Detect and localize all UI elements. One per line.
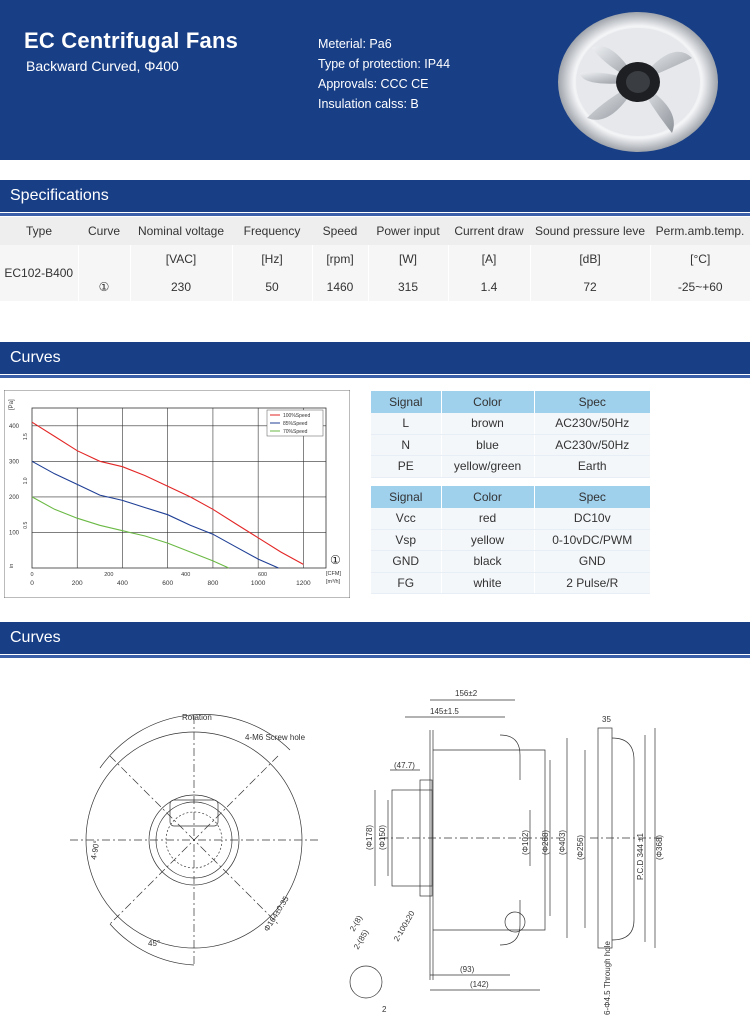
dim-178-label: (Φ178): [365, 824, 374, 850]
y2-tick-label: 1.0: [23, 477, 29, 485]
x-tick-label: 1000: [250, 580, 266, 587]
spec-header-power: Power input: [368, 217, 448, 245]
spec-header-frequency: Frequency: [232, 217, 312, 245]
spec-units-row: [0, 245, 750, 273]
power-color-pe: yellow/green: [441, 456, 534, 478]
pcd-label: P.C.D 344 ±1: [636, 833, 645, 880]
spec-frequency-value: 50: [232, 273, 312, 301]
spec-header-curve: Curve: [78, 217, 130, 245]
control-spec-gnd: GND: [534, 551, 650, 573]
spec-header-type: Type: [0, 217, 78, 245]
power-header-signal: Signal: [371, 391, 441, 413]
power-spec-l: AC230v/50Hz: [534, 413, 650, 435]
fan-photo: [552, 8, 720, 154]
spec-unit-power: [W]: [368, 245, 448, 273]
dim-93-label: (93): [460, 965, 475, 974]
material-note: Meterial: Pa6: [318, 37, 392, 51]
x-tick-label: 400: [117, 580, 128, 587]
insulation-note: Insulation calss: B: [318, 97, 419, 111]
table-row: [371, 551, 650, 573]
control-color-vcc: red: [441, 508, 534, 530]
spec-sound-value: 72: [530, 273, 650, 301]
power-wiring-table: [371, 391, 650, 478]
spec-unit-current: [A]: [448, 245, 530, 273]
dim-2-label: 2: [382, 1005, 387, 1014]
protection-note: Type of protection: IP44: [318, 57, 451, 71]
spec-notes: [318, 34, 450, 114]
power-spec-pe: Earth: [534, 456, 650, 478]
control-wiring-header: [371, 486, 650, 508]
control-color-fg: white: [441, 572, 534, 594]
spec-unit-frequency: [Hz]: [232, 245, 312, 273]
dim-256-label: (Φ256): [576, 834, 585, 860]
curves-heading: Curves: [0, 342, 750, 374]
approvals-note: Approvals: CCC CE: [318, 77, 429, 91]
y2-axis-label: in: [9, 563, 15, 568]
rotation-label: Rotation: [182, 713, 212, 722]
drawing-heading: Curves: [0, 622, 750, 654]
dim-368-label: (Φ368): [655, 834, 664, 860]
control-header-signal: Signal: [371, 486, 441, 508]
spec-temp-value: -25~+60: [650, 273, 750, 301]
dim-35-label: 35: [602, 715, 611, 724]
power-wiring-header: [371, 391, 650, 413]
table-row: [371, 413, 650, 435]
x2-tick-label: 600: [257, 572, 268, 578]
power-signal-l: L: [371, 413, 441, 435]
x2-axis-label: [CFM]: [326, 571, 341, 577]
power-header-color: Color: [441, 391, 534, 413]
spec-header-temp: Perm.amb.temp.: [650, 217, 750, 245]
specifications-heading: Specifications: [0, 180, 750, 212]
dim-156-label: 156±2: [455, 689, 478, 698]
spec-header-voltage: Nominal voltage: [130, 217, 232, 245]
x-tick-label: 200: [71, 580, 83, 587]
control-signal-vsp: Vsp: [371, 529, 441, 551]
dia-164-label: Φ164±0.35: [262, 894, 291, 934]
product-header: [0, 0, 750, 160]
angle-label: 4-90°: [89, 839, 102, 861]
spec-values-row: [0, 273, 750, 301]
dim-47-label: (47.7): [394, 761, 415, 770]
control-signal-gnd: GND: [371, 551, 441, 573]
dim-102-label: (Φ102): [521, 829, 530, 855]
legend-entry: 70%Speed: [283, 429, 308, 435]
spec-unit-curve: [78, 245, 130, 273]
spec-unit-temp: [°C]: [650, 245, 750, 273]
control-spec-vsp: 0-10vDC/PWM: [534, 529, 650, 551]
x-tick-label: 1200: [296, 580, 311, 587]
angle-45-label: 45°: [148, 939, 161, 948]
table-row: [371, 434, 650, 456]
power-header-spec: Spec: [534, 391, 650, 413]
dim-142-label: (142): [470, 980, 489, 989]
dim-403-label: (Φ403): [558, 829, 567, 855]
y-axis-label: [Pa]: [9, 399, 15, 410]
control-color-gnd: black: [441, 551, 534, 573]
y-tick-label: 200: [8, 494, 19, 501]
spec-header-sound: Sound pressure leve: [530, 217, 650, 245]
y2-tick-label: 1.5: [23, 433, 29, 441]
x-tick-label: 800: [207, 580, 219, 587]
table-row: [371, 456, 650, 478]
control-header-spec: Spec: [534, 486, 650, 508]
through-hole-label: 6-Φ4.5 Through hole: [603, 941, 612, 1015]
control-spec-fg: 2 Pulse/R: [534, 572, 650, 594]
dimension-drawings: [0, 660, 750, 1021]
dim-85-label: 2-(85): [351, 928, 371, 951]
control-signal-vcc: Vcc: [371, 508, 441, 530]
power-spec-n: AC230v/50Hz: [534, 434, 650, 456]
dim-268-label: (Φ268): [541, 829, 550, 855]
legend-entry: 85%Speed: [283, 421, 308, 427]
spec-current-value: 1.4: [448, 273, 530, 301]
control-spec-vcc: DC10v: [534, 508, 650, 530]
spec-header-speed: Speed: [312, 217, 368, 245]
product-subtitle: Backward Curved, Φ400: [26, 58, 179, 74]
spec-header-row: [0, 217, 750, 245]
legend-entry: 100%Speed: [283, 413, 311, 419]
x2-tick-label: 400: [181, 572, 191, 578]
y2-tick-label: 0.5: [23, 521, 29, 529]
x-axis-label: [m³/h]: [326, 579, 341, 585]
dim-145-label: 145±1.5: [430, 707, 459, 716]
x-tick-label: 600: [162, 580, 174, 587]
spec-unit-voltage: [VAC]: [130, 245, 232, 273]
product-title: EC Centrifugal Fans: [24, 28, 239, 53]
spec-unit-sound: [dB]: [530, 245, 650, 273]
curve-marker: ①: [330, 553, 341, 567]
spec-power-value: 315: [368, 273, 448, 301]
x2-tick-label: 0: [30, 572, 34, 578]
control-wiring-table: [371, 486, 650, 594]
y-tick-label: 400: [8, 423, 19, 430]
control-signal-fg: FG: [371, 572, 441, 594]
table-row: [371, 508, 650, 530]
chart-legend: [267, 410, 323, 436]
table-row: [371, 529, 650, 551]
table-row: [371, 572, 650, 594]
spec-header-current: Current draw: [448, 217, 530, 245]
spec-speed-value: 1460: [312, 273, 368, 301]
screw-hole-label: 4-M6 Screw hole: [245, 733, 306, 742]
y-tick-label: 100: [8, 530, 19, 537]
spec-curve-value: ①: [78, 273, 130, 301]
dim-150-label: (Φ150): [378, 824, 387, 850]
power-signal-n: N: [371, 434, 441, 456]
x2-tick-label: 200: [104, 572, 114, 578]
y-tick-label: 300: [8, 459, 19, 466]
spec-voltage-value: 230: [130, 273, 232, 301]
dim-8-label: 2-(8): [347, 913, 365, 933]
spec-table: [0, 217, 750, 301]
spec-type-value: EC102-B400: [0, 245, 78, 301]
power-signal-pe: PE: [371, 456, 441, 478]
spec-unit-speed: [rpm]: [312, 245, 368, 273]
x-tick-label: 0: [30, 580, 34, 587]
dim-100-label: 2-100±20: [391, 909, 417, 943]
control-color-vsp: yellow: [441, 529, 534, 551]
control-header-color: Color: [441, 486, 534, 508]
power-color-l: brown: [441, 413, 534, 435]
fan-curve-chart: [4, 390, 350, 598]
power-color-n: blue: [441, 434, 534, 456]
